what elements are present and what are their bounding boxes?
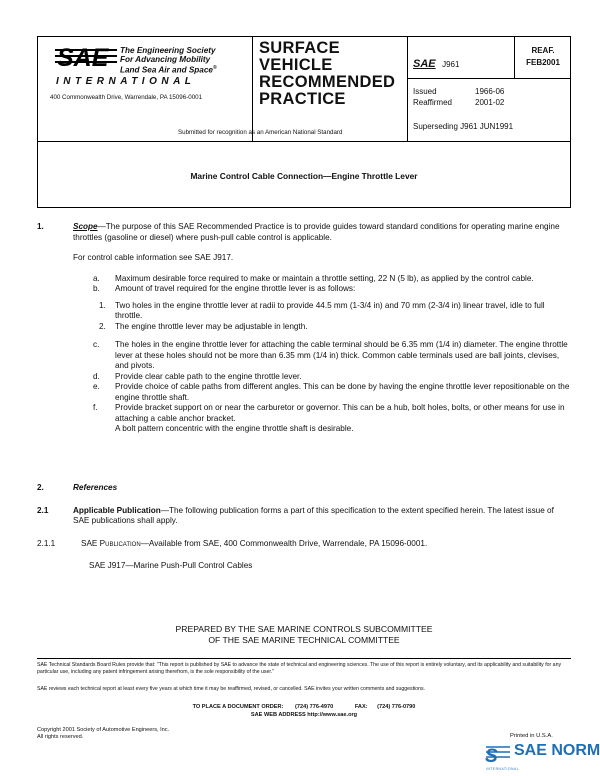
- bolt-pattern-note: A bolt pattern concentric with the engine throttle shaft is desirable.: [115, 424, 354, 433]
- reaf-label: REAF.: [531, 46, 555, 55]
- superseding-note: Superseding J961 JUN1991: [413, 122, 514, 131]
- list-item: The holes in the engine throttle lever for attaching the cable terminal should be 6.35 mm (1/4 in) diameter. The engine throttle lever at these holes should not be more than 6.35 mm (1/4 in) thick. Common cable terminals used are ball joints, clevises, and pivots.: [115, 340, 568, 370]
- web-url-link[interactable]: http://www.sae.org: [307, 712, 358, 718]
- reaffirmed-label: Reaffirmed: [413, 98, 452, 107]
- footer-notice-2: SAE reviews each technical report at least every five years at which time it may be reaffirmed, revised, or cancelled. SAE invites your written comments and suggestions.: [37, 686, 425, 692]
- sae-norm-logo-icon: [484, 740, 512, 768]
- order-info: TO PLACE A DOCUMENT ORDER: (724) 776-4970 FAX: (724) 776-0790 SAE WEB ADDRESS http://www.sae.org: [192, 704, 416, 718]
- header-divider-2: [407, 36, 408, 142]
- document-title: Marine Control Cable Connection—Engine Throttle Lever: [190, 171, 418, 181]
- control-cable-info: For control cable information see SAE J917.: [73, 253, 234, 262]
- reaffirmed-date: 2001-02: [475, 98, 505, 107]
- list-item: Provide bracket support on or near the carburetor or governor. This can be a hub, bolt holes, bolts, or other means for use in attaching a cable anchor bracket.: [115, 403, 565, 423]
- sae-logo-icon: [55, 44, 117, 68]
- references-heading: References: [73, 483, 118, 492]
- issued-label: Issued: [413, 87, 437, 96]
- doc-number: SAE J961: [413, 58, 460, 70]
- list-12: 1. Two holes in the engine throttle lever at radii to provide 44.5 mm (1-3/4 in) and 70 mm (2-3/4 in) linear travel, idle to full throttle. 2. The engine throttle lever may be adjustable in length.: [99, 300, 545, 331]
- document-type: SURFACE VEHICLE RECOMMENDED PRACTICE: [259, 39, 396, 108]
- reaf-date: FEB2001: [526, 58, 560, 67]
- issued-date: 1966-06: [475, 87, 505, 96]
- reference-item: SAE J917—Marine Push-Pull Control Cables: [89, 561, 253, 570]
- footer-rule: [37, 658, 571, 659]
- copyright: Copyright 2001 Society of Automotive Engineers, Inc. All rights reserved.: [37, 727, 170, 740]
- printed-in: Printed in U.S.A.: [510, 733, 553, 739]
- header-divider-1: [252, 36, 253, 142]
- submitted-note: Submitted for recognition as an American National Standard: [178, 129, 343, 136]
- list-item: Two holes in the engine throttle lever at radii to provide 44.5 mm (1-3/4 in) and 70 mm (2-3/4 in) linear travel, idle to full throttle.: [115, 300, 545, 320]
- list-item: Provide clear cable path to the engine throttle lever.: [115, 371, 302, 381]
- list-ab: a. Maximum desirable force required to make or maintain a throttle setting, 22 N (5 lb), as applied by the control cable. b. Amount of travel required for the engine throttle lever is as follows:: [93, 273, 534, 293]
- doc-sae-logo: SAE: [413, 58, 436, 70]
- sae-publication-heading: SAE Publication: [81, 538, 141, 548]
- list-item: The engine throttle lever may be adjustable in length.: [115, 321, 308, 331]
- society-name: The Engineering Society For Advancing Mobility Land Sea Air and Space®: [120, 46, 217, 75]
- list-cf: c. The holes in the engine throttle lever for attaching the cable terminal should be 6.35 mm (1/4 in) diameter. The engine throttle lever at these holes should not be more than 6.35 mm (1/4 in) thick. Common cable terminals used are ball joints, clevises, and pivots. d. Provide clear cable path to the engine throttle lever. e. Provide choice of cable paths from different angles. This can be done by having the engine throttle lever repositionable on the engine throttle shaft. f. Provide bracket support on or near the carburetor or governor. This can be a hub, bolt holes, bolts, or other means for use in attaching a cable anchor bracket. A bolt pattern concentric with the engine throttle shaft is desirable.: [93, 340, 570, 433]
- sae-logo: [55, 44, 117, 73]
- scope-heading: Scope: [73, 222, 98, 231]
- header-divider-3: [514, 36, 515, 78]
- svg-text:S: S: [485, 746, 498, 767]
- header-hline: [407, 78, 571, 79]
- list-item: Amount of travel required for the engine throttle lever is as follows:: [115, 284, 356, 293]
- applicable-publication-heading: Applicable Publication: [73, 505, 161, 515]
- society-address: 400 Commonwealth Drive, Warrendale, PA 15096-0001: [50, 94, 203, 101]
- international-label: INTERNATIONAL: [56, 76, 196, 87]
- footer-notice-1: SAE Technical Standards Board Rules provide that: "This report is published by SAE to advance the state of technical and engineering sciences. The use of this report is entirely voluntary, and its applicability and suitability for any particular use, including any patent infringement arising therefrom, is the sole responsibility of the user.": [37, 662, 562, 675]
- section-2: 2. References 2.1 Applicable Publication—The following publication forms a part of this specification to the extent specified herein. The latest issue of SAE publications shall apply. 2.1.1 SAE Publication—Available from SAE, 400 Commonwealth Drive, Warrendale, PA 15096-0001. SAE J917—Marine Push-Pull Control Cables: [37, 483, 571, 572]
- prepared-by: PREPARED BY THE SAE MARINE CONTROLS SUBCOMMITTEE OF THE SAE MARINE TECHNICAL COMMITTEE: [175, 624, 433, 645]
- section-1: 1. Scope—The purpose of this SAE Recommended Practice is to provide guides toward standard conditions for operating marine engine throttles (gasoline or diesel) where push-pull cable control is applicable. For control cable information see SAE J917. a. Maximum desirable force required to make or maintain a throttle setting, 22 N (5 lb), as applied by the control cable. b. Amount of travel required for the engine throttle lever is as follows: 1. Two holes in the engine throttle lever at radii to provide 44.5 mm (1-3/4 in) and 70 mm (2-3/4 in) linear travel, idle to full throttle. 2. The engine throttle lever may be adjustable in length. c. The holes in the engine throttle lever for attaching the cable terminal should be 6.35 mm (1/4 in) diameter. The engine throttle lever at these holes should not be more than 6.35 mm (1/4 in) thick. Common cable terminals used are ball joints, clevises, and pivots. d. Provide clear cable path to the engine throttle lever. e. Provide choice of cable paths from different angles. This can be done by having the engine throttle lever repositionable on the engine throttle shaft. f. Provide bracket support on or near the carburetor or governor. This can be a hub, bolt holes, bolts, or other means for use in attaching a cable anchor bracket. A bolt pattern concentric with the engine throttle shaft is desirable.: [37, 222, 570, 433]
- list-item: Maximum desirable force required to make or maintain a throttle setting, 22 N (5 lb), as applied by the control cable.: [115, 273, 534, 283]
- sae-norm-watermark: S SAE NORM INTERNATIONAL: [485, 742, 600, 771]
- svg-text:SAE: SAE: [57, 44, 109, 68]
- scope-text: —The purpose of this SAE Recommended Practice is to provide guides toward standard conditions for operating marine engine throttles (gasoline or diesel) where push-pull cable control is applicable.: [73, 222, 560, 242]
- list-item: Provide choice of cable paths from different angles. This can be done by having the engine throttle lever repositionable on the engine throttle shaft.: [115, 382, 570, 402]
